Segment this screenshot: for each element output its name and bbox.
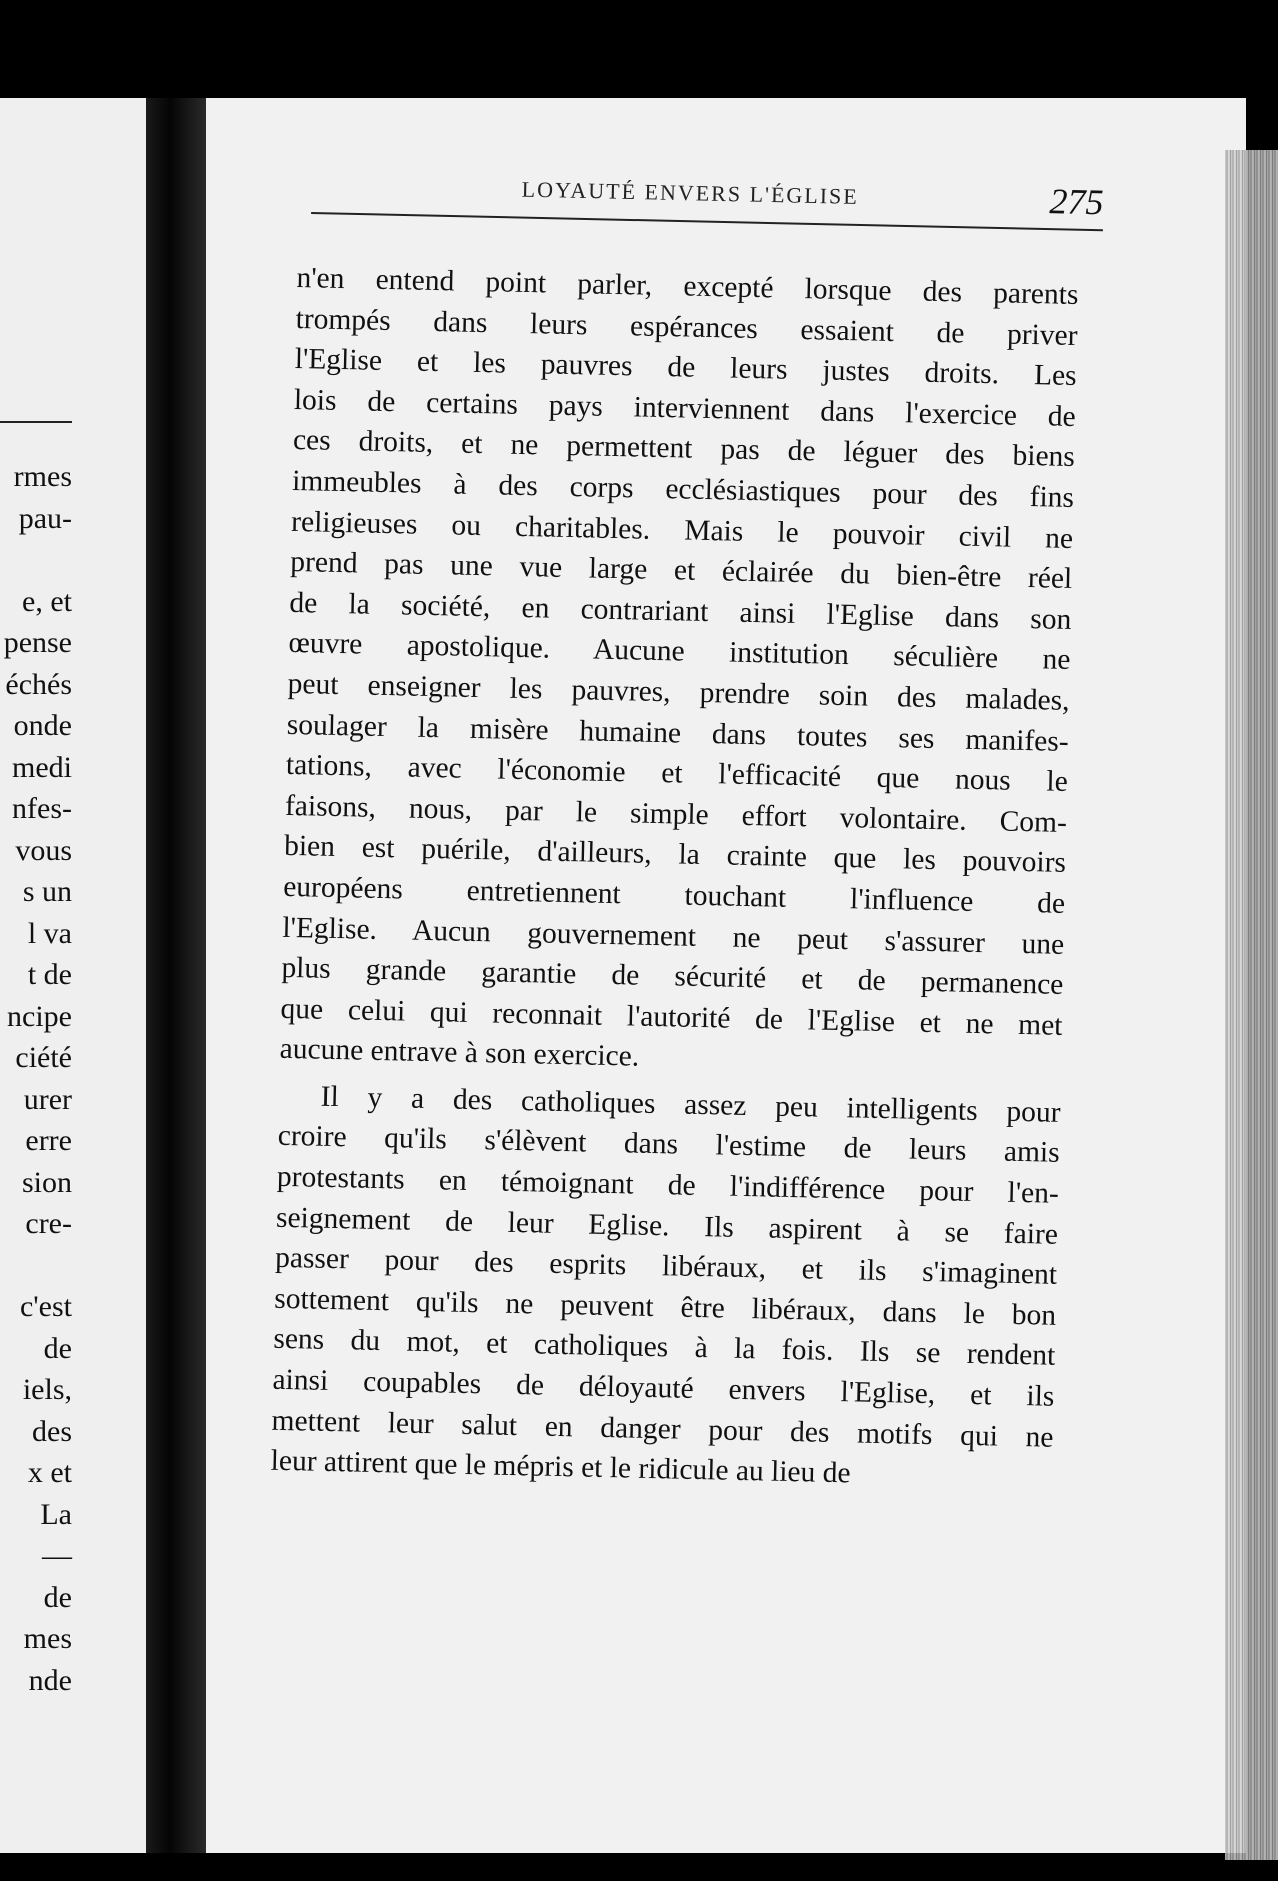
text-line: n'en entend point parler, excepté lorsque des parents bbox=[296, 261, 1079, 312]
text-line: peut enseigner les pauvres, prendre soin des malades, bbox=[287, 667, 1070, 717]
left-page-line: cre- bbox=[25, 1207, 72, 1240]
text-line: leur attirent que le mépris et le ridicule au lieu de bbox=[270, 1444, 851, 1490]
text-line: ces droits, et ne permettent pas de léguer des biens bbox=[292, 424, 1076, 474]
left-page-line: nfes- bbox=[12, 792, 72, 825]
left-page-line: rmes bbox=[13, 460, 72, 493]
text-line: seignement de leur Eglise. Ils aspirent à se faire bbox=[275, 1201, 1059, 1251]
text-line: que celui qui reconnait l'autorité de l'Eglise et ne met bbox=[280, 992, 1063, 1042]
text-line: bien est puérile, d'ailleurs, la crainte que les pouvoirs bbox=[283, 830, 1067, 880]
left-page-line: erre bbox=[25, 1124, 72, 1157]
text-line: œuvre apostolique. Aucune institution séculière ne bbox=[288, 627, 1071, 677]
left-page-line: échés bbox=[5, 667, 72, 701]
left-page-line: mes bbox=[23, 1622, 72, 1655]
left-page-line: t de bbox=[27, 958, 72, 991]
text-line: Il y a des catholiques assez peu intelligents pour bbox=[320, 1080, 1061, 1129]
text-line: de la société, en contrariant ainsi l'Eglise dans son bbox=[289, 586, 1072, 636]
left-page-line bbox=[4, 539, 72, 581]
left-page-line: — bbox=[42, 1539, 72, 1572]
page-edges bbox=[1225, 150, 1278, 1860]
body-text bbox=[270, 258, 1079, 1499]
left-page-line: ncipe bbox=[7, 999, 72, 1033]
text-line: prend pas une vue large et éclairée du bien-être réel bbox=[290, 546, 1073, 596]
left-page-line: l va bbox=[27, 916, 72, 950]
left-page-line: urer bbox=[23, 1082, 72, 1116]
left-page bbox=[0, 98, 146, 1853]
left-page-line bbox=[4, 1245, 72, 1287]
left-page-line: pau- bbox=[18, 501, 72, 535]
left-page-line: e, et bbox=[22, 584, 72, 618]
text-line: immeubles à des corps ecclésiastiques pour des fins bbox=[291, 464, 1075, 514]
book-gutter bbox=[146, 98, 206, 1853]
text-line: religieuses ou charitables. Mais le pouvoir civil ne bbox=[290, 505, 1074, 555]
left-page-line: s un bbox=[22, 875, 72, 908]
text-line: protestants en témoignant de l'indifférence pour l'en- bbox=[276, 1160, 1060, 1210]
text-line: ainsi coupables de déloyauté envers l'Eglise, et ils bbox=[272, 1363, 1055, 1413]
text-line: sens du mot, et catholiques à la fois. Ils se rendent bbox=[273, 1323, 1056, 1373]
left-page-line: de bbox=[43, 1580, 72, 1614]
left-page-line: pense bbox=[3, 626, 72, 659]
left-page-line: de bbox=[43, 1331, 72, 1365]
left-page-text bbox=[4, 456, 72, 1701]
left-page-rule bbox=[0, 421, 72, 423]
left-page-line: des bbox=[32, 1414, 72, 1448]
text-line: faisons, nous, par le simple effort volontaire. Com- bbox=[284, 789, 1068, 839]
left-page-line: nde bbox=[28, 1663, 72, 1697]
text-line: tations, avec l'économie et l'efficacité que nous le bbox=[285, 749, 1069, 799]
text-line: plus grande garantie de sécurité et de permanence bbox=[281, 951, 1064, 1001]
left-page-line: vous bbox=[15, 833, 72, 867]
text-line: trompés dans leurs espérances essaient de priver bbox=[295, 302, 1078, 352]
text-line: aucune entrave à son exercice. bbox=[279, 1033, 640, 1073]
text-line: l'Eglise et les pauvres de leurs justes droits. Les bbox=[294, 343, 1077, 393]
left-page-line: c'est bbox=[19, 1290, 72, 1323]
left-page-line: iels, bbox=[22, 1373, 72, 1406]
left-page-line: sion bbox=[21, 1165, 72, 1199]
text-line: soulager la misère humaine dans toutes ses manifes- bbox=[286, 708, 1069, 758]
left-page-line: medi bbox=[12, 750, 72, 784]
text-line: l'Eglise. Aucun gouvernement ne peut s'assurer une bbox=[282, 911, 1065, 961]
left-page-line: onde bbox=[13, 709, 72, 742]
left-page-line: x et bbox=[27, 1456, 72, 1489]
left-page-line: ciété bbox=[15, 1041, 72, 1074]
text-line: mettent leur salut en danger pour des motifs qui ne bbox=[271, 1404, 1054, 1454]
text-line: sottement qu'ils ne peuvent être libéraux, dans le bon bbox=[273, 1282, 1057, 1332]
page-number: 275 bbox=[1049, 181, 1104, 223]
running-title: LOYAUTÉ ENVERS L'ÉGLISE bbox=[521, 176, 860, 209]
text-line: européens entretiennent touchant l'influence de bbox=[282, 870, 1066, 920]
left-page-line: La bbox=[40, 1497, 72, 1531]
text-line: lois de certains pays interviennent dans l'exercice de bbox=[293, 383, 1077, 433]
text-line: croire qu'ils s'élèvent dans l'estime de leurs amis bbox=[277, 1120, 1060, 1170]
text-line: passer pour des esprits libéraux, et ils s'imaginent bbox=[274, 1242, 1058, 1292]
